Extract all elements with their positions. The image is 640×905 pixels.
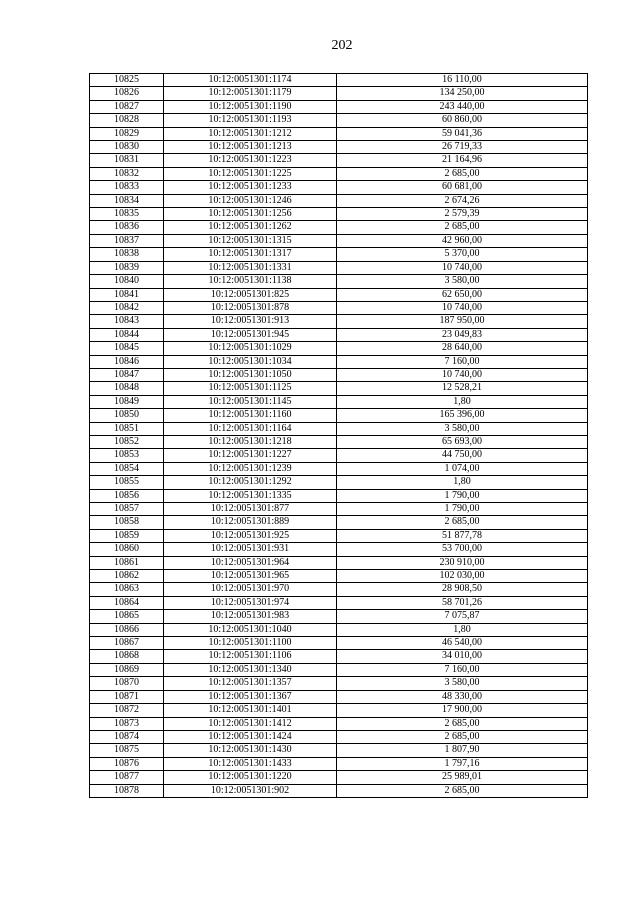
table-row bbox=[90, 368, 588, 381]
table-row bbox=[90, 382, 588, 395]
row-number-cell: 10867 bbox=[90, 637, 164, 650]
table-row bbox=[90, 248, 588, 261]
row-number-cell: 10847 bbox=[90, 368, 164, 381]
cadastral-number-cell: 10:12:0051301:1412 bbox=[164, 717, 337, 730]
cadastral-number-cell: 10:12:0051301:825 bbox=[164, 288, 337, 301]
table-row bbox=[90, 127, 588, 140]
cadastral-number-cell: 10:12:0051301:925 bbox=[164, 529, 337, 542]
value-cell: 17 900,00 bbox=[337, 704, 588, 717]
value-cell: 102 030,00 bbox=[337, 570, 588, 583]
row-number-cell: 10868 bbox=[90, 650, 164, 663]
table-row bbox=[90, 154, 588, 167]
cadastral-number-cell: 10:12:0051301:1034 bbox=[164, 355, 337, 368]
row-number-cell: 10846 bbox=[90, 355, 164, 368]
cadastral-number-cell: 10:12:0051301:1340 bbox=[164, 663, 337, 676]
row-number-cell: 10837 bbox=[90, 234, 164, 247]
table-row bbox=[90, 194, 588, 207]
table-row bbox=[90, 221, 588, 234]
table-row bbox=[90, 503, 588, 516]
table-row bbox=[90, 637, 588, 650]
value-cell: 53 700,00 bbox=[337, 543, 588, 556]
row-number-cell: 10839 bbox=[90, 261, 164, 274]
table-row bbox=[90, 74, 588, 87]
cadastral-number-cell: 10:12:0051301:1145 bbox=[164, 395, 337, 408]
cadastral-number-cell: 10:12:0051301:983 bbox=[164, 610, 337, 623]
table-row bbox=[90, 409, 588, 422]
cadastral-number-cell: 10:12:0051301:1424 bbox=[164, 730, 337, 743]
value-cell: 7 160,00 bbox=[337, 663, 588, 676]
value-cell: 2 674,26 bbox=[337, 194, 588, 207]
cadastral-number-cell: 10:12:0051301:1227 bbox=[164, 449, 337, 462]
table-row bbox=[90, 301, 588, 314]
cadastral-number-cell: 10:12:0051301:1106 bbox=[164, 650, 337, 663]
row-number-cell: 10841 bbox=[90, 288, 164, 301]
table-row bbox=[90, 141, 588, 154]
row-number-cell: 10862 bbox=[90, 570, 164, 583]
table-row bbox=[90, 690, 588, 703]
cadastral-number-cell: 10:12:0051301:1233 bbox=[164, 181, 337, 194]
cadastral-number-cell: 10:12:0051301:1029 bbox=[164, 342, 337, 355]
row-number-cell: 10863 bbox=[90, 583, 164, 596]
table-row bbox=[90, 181, 588, 194]
value-cell: 28 640,00 bbox=[337, 342, 588, 355]
cadastral-number-cell: 10:12:0051301:1331 bbox=[164, 261, 337, 274]
table-row bbox=[90, 596, 588, 609]
cadastral-number-cell: 10:12:0051301:1164 bbox=[164, 422, 337, 435]
row-number-cell: 10859 bbox=[90, 529, 164, 542]
cadastral-number-cell: 10:12:0051301:931 bbox=[164, 543, 337, 556]
row-number-cell: 10872 bbox=[90, 704, 164, 717]
value-cell: 1,80 bbox=[337, 395, 588, 408]
cadastral-number-cell: 10:12:0051301:1213 bbox=[164, 141, 337, 154]
value-cell: 1 790,00 bbox=[337, 503, 588, 516]
cadastral-number-cell: 10:12:0051301:889 bbox=[164, 516, 337, 529]
cadastral-number-cell: 10:12:0051301:1218 bbox=[164, 435, 337, 448]
cadastral-number-cell: 10:12:0051301:1193 bbox=[164, 114, 337, 127]
row-number-cell: 10875 bbox=[90, 744, 164, 757]
table-row bbox=[90, 623, 588, 636]
row-number-cell: 10871 bbox=[90, 690, 164, 703]
value-cell: 44 750,00 bbox=[337, 449, 588, 462]
row-number-cell: 10843 bbox=[90, 315, 164, 328]
table-row bbox=[90, 757, 588, 770]
row-number-cell: 10848 bbox=[90, 382, 164, 395]
value-cell: 3 580,00 bbox=[337, 275, 588, 288]
value-cell: 23 049,83 bbox=[337, 328, 588, 341]
table-row bbox=[90, 543, 588, 556]
value-cell: 26 719,33 bbox=[337, 141, 588, 154]
cadastral-number-cell: 10:12:0051301:1246 bbox=[164, 194, 337, 207]
cadastral-number-cell: 10:12:0051301:1174 bbox=[164, 74, 337, 87]
value-cell: 3 580,00 bbox=[337, 677, 588, 690]
value-cell: 60 860,00 bbox=[337, 114, 588, 127]
value-cell: 7 075,87 bbox=[337, 610, 588, 623]
row-number-cell: 10869 bbox=[90, 663, 164, 676]
table-row bbox=[90, 610, 588, 623]
row-number-cell: 10825 bbox=[90, 74, 164, 87]
value-cell: 48 330,00 bbox=[337, 690, 588, 703]
table-row bbox=[90, 422, 588, 435]
table-row bbox=[90, 677, 588, 690]
row-number-cell: 10853 bbox=[90, 449, 164, 462]
cadastral-number-cell: 10:12:0051301:974 bbox=[164, 596, 337, 609]
table-row bbox=[90, 476, 588, 489]
row-number-cell: 10827 bbox=[90, 100, 164, 113]
value-cell: 65 693,00 bbox=[337, 435, 588, 448]
row-number-cell: 10854 bbox=[90, 462, 164, 475]
cadastral-number-cell: 10:12:0051301:970 bbox=[164, 583, 337, 596]
value-cell: 34 010,00 bbox=[337, 650, 588, 663]
row-number-cell: 10830 bbox=[90, 141, 164, 154]
row-number-cell: 10876 bbox=[90, 757, 164, 770]
row-number-cell: 10870 bbox=[90, 677, 164, 690]
table-row bbox=[90, 462, 588, 475]
value-cell: 21 164,96 bbox=[337, 154, 588, 167]
value-cell: 12 528,21 bbox=[337, 382, 588, 395]
table-row bbox=[90, 208, 588, 221]
value-cell: 2 685,00 bbox=[337, 730, 588, 743]
row-number-cell: 10851 bbox=[90, 422, 164, 435]
row-number-cell: 10858 bbox=[90, 516, 164, 529]
cadastral-number-cell: 10:12:0051301:1239 bbox=[164, 462, 337, 475]
value-cell: 1,80 bbox=[337, 623, 588, 636]
table-row bbox=[90, 489, 588, 502]
value-cell: 2 685,00 bbox=[337, 717, 588, 730]
table-row bbox=[90, 704, 588, 717]
value-cell: 10 740,00 bbox=[337, 301, 588, 314]
table-row bbox=[90, 529, 588, 542]
table-row bbox=[90, 650, 588, 663]
value-cell: 62 650,00 bbox=[337, 288, 588, 301]
row-number-cell: 10835 bbox=[90, 208, 164, 221]
table-row bbox=[90, 583, 588, 596]
row-number-cell: 10855 bbox=[90, 476, 164, 489]
value-cell: 10 740,00 bbox=[337, 368, 588, 381]
value-cell: 5 370,00 bbox=[337, 248, 588, 261]
table-row bbox=[90, 100, 588, 113]
value-cell: 1 074,00 bbox=[337, 462, 588, 475]
cadastral-number-cell: 10:12:0051301:965 bbox=[164, 570, 337, 583]
cadastral-number-cell: 10:12:0051301:1160 bbox=[164, 409, 337, 422]
cadastral-number-cell: 10:12:0051301:878 bbox=[164, 301, 337, 314]
table-row bbox=[90, 355, 588, 368]
value-cell: 59 041,36 bbox=[337, 127, 588, 140]
value-cell: 46 540,00 bbox=[337, 637, 588, 650]
value-cell: 28 908,50 bbox=[337, 583, 588, 596]
value-cell: 230 910,00 bbox=[337, 556, 588, 569]
value-cell: 2 685,00 bbox=[337, 167, 588, 180]
table-row bbox=[90, 730, 588, 743]
row-number-cell: 10860 bbox=[90, 543, 164, 556]
row-number-cell: 10874 bbox=[90, 730, 164, 743]
value-cell: 51 877,78 bbox=[337, 529, 588, 542]
row-number-cell: 10828 bbox=[90, 114, 164, 127]
cadastral-number-cell: 10:12:0051301:1100 bbox=[164, 637, 337, 650]
value-cell: 16 110,00 bbox=[337, 74, 588, 87]
value-cell: 25 989,01 bbox=[337, 771, 588, 784]
table-row bbox=[90, 570, 588, 583]
value-cell: 2 685,00 bbox=[337, 221, 588, 234]
row-number-cell: 10861 bbox=[90, 556, 164, 569]
row-number-cell: 10840 bbox=[90, 275, 164, 288]
table-row bbox=[90, 395, 588, 408]
cadastral-number-cell: 10:12:0051301:1212 bbox=[164, 127, 337, 140]
value-cell: 2 579,39 bbox=[337, 208, 588, 221]
table-row bbox=[90, 275, 588, 288]
value-cell: 165 396,00 bbox=[337, 409, 588, 422]
table-row bbox=[90, 663, 588, 676]
value-cell: 134 250,00 bbox=[337, 87, 588, 100]
cadastral-number-cell: 10:12:0051301:964 bbox=[164, 556, 337, 569]
value-cell: 1 797,16 bbox=[337, 757, 588, 770]
table-row bbox=[90, 114, 588, 127]
cadastral-number-cell: 10:12:0051301:1357 bbox=[164, 677, 337, 690]
cadastral-number-cell: 10:12:0051301:1050 bbox=[164, 368, 337, 381]
value-cell: 1 790,00 bbox=[337, 489, 588, 502]
table-row bbox=[90, 771, 588, 784]
cadastral-number-cell: 10:12:0051301:1430 bbox=[164, 744, 337, 757]
table-row bbox=[90, 234, 588, 247]
value-cell: 60 681,00 bbox=[337, 181, 588, 194]
row-number-cell: 10844 bbox=[90, 328, 164, 341]
row-number-cell: 10832 bbox=[90, 167, 164, 180]
row-number-cell: 10878 bbox=[90, 784, 164, 797]
cadastral-number-cell: 10:12:0051301:1138 bbox=[164, 275, 337, 288]
value-cell: 243 440,00 bbox=[337, 100, 588, 113]
table-row bbox=[90, 342, 588, 355]
value-cell: 2 685,00 bbox=[337, 784, 588, 797]
table-row bbox=[90, 717, 588, 730]
cadastral-number-cell: 10:12:0051301:913 bbox=[164, 315, 337, 328]
row-number-cell: 10865 bbox=[90, 610, 164, 623]
page-number: 202 bbox=[331, 38, 353, 53]
cadastral-number-cell: 10:12:0051301:1223 bbox=[164, 154, 337, 167]
row-number-cell: 10849 bbox=[90, 395, 164, 408]
cadastral-number-cell: 10:12:0051301:877 bbox=[164, 503, 337, 516]
table-row bbox=[90, 435, 588, 448]
row-number-cell: 10845 bbox=[90, 342, 164, 355]
table-row bbox=[90, 87, 588, 100]
cadastral-number-cell: 10:12:0051301:1317 bbox=[164, 248, 337, 261]
row-number-cell: 10850 bbox=[90, 409, 164, 422]
row-number-cell: 10852 bbox=[90, 435, 164, 448]
table-row bbox=[90, 744, 588, 757]
cadastral-number-cell: 10:12:0051301:1179 bbox=[164, 87, 337, 100]
table-row bbox=[90, 315, 588, 328]
row-number-cell: 10829 bbox=[90, 127, 164, 140]
cadastral-number-cell: 10:12:0051301:1292 bbox=[164, 476, 337, 489]
table-row bbox=[90, 516, 588, 529]
cadastral-number-cell: 10:12:0051301:1433 bbox=[164, 757, 337, 770]
cadastral-number-cell: 10:12:0051301:1256 bbox=[164, 208, 337, 221]
row-number-cell: 10857 bbox=[90, 503, 164, 516]
table-row bbox=[90, 261, 588, 274]
table-body bbox=[90, 74, 588, 798]
row-number-cell: 10866 bbox=[90, 623, 164, 636]
cadastral-number-cell: 10:12:0051301:1335 bbox=[164, 489, 337, 502]
row-number-cell: 10873 bbox=[90, 717, 164, 730]
cadastral-number-cell: 10:12:0051301:945 bbox=[164, 328, 337, 341]
row-number-cell: 10838 bbox=[90, 248, 164, 261]
row-number-cell: 10826 bbox=[90, 87, 164, 100]
cadastral-number-cell: 10:12:0051301:1220 bbox=[164, 771, 337, 784]
data-table bbox=[89, 73, 588, 798]
row-number-cell: 10864 bbox=[90, 596, 164, 609]
value-cell: 1,80 bbox=[337, 476, 588, 489]
value-cell: 187 950,00 bbox=[337, 315, 588, 328]
table-row bbox=[90, 288, 588, 301]
row-number-cell: 10831 bbox=[90, 154, 164, 167]
table-row bbox=[90, 328, 588, 341]
value-cell: 7 160,00 bbox=[337, 355, 588, 368]
table-row bbox=[90, 784, 588, 797]
row-number-cell: 10834 bbox=[90, 194, 164, 207]
cadastral-number-cell: 10:12:0051301:1401 bbox=[164, 704, 337, 717]
row-number-cell: 10833 bbox=[90, 181, 164, 194]
table-row bbox=[90, 556, 588, 569]
cadastral-number-cell: 10:12:0051301:1190 bbox=[164, 100, 337, 113]
value-cell: 3 580,00 bbox=[337, 422, 588, 435]
value-cell: 2 685,00 bbox=[337, 516, 588, 529]
cadastral-number-cell: 10:12:0051301:1225 bbox=[164, 167, 337, 180]
value-cell: 42 960,00 bbox=[337, 234, 588, 247]
cadastral-number-cell: 10:12:0051301:1125 bbox=[164, 382, 337, 395]
cadastral-number-cell: 10:12:0051301:1315 bbox=[164, 234, 337, 247]
row-number-cell: 10842 bbox=[90, 301, 164, 314]
row-number-cell: 10856 bbox=[90, 489, 164, 502]
value-cell: 58 701,26 bbox=[337, 596, 588, 609]
table-row bbox=[90, 167, 588, 180]
value-cell: 1 807,90 bbox=[337, 744, 588, 757]
value-cell: 10 740,00 bbox=[337, 261, 588, 274]
row-number-cell: 10877 bbox=[90, 771, 164, 784]
cadastral-number-cell: 10:12:0051301:1367 bbox=[164, 690, 337, 703]
cadastral-number-cell: 10:12:0051301:1262 bbox=[164, 221, 337, 234]
table-row bbox=[90, 449, 588, 462]
row-number-cell: 10836 bbox=[90, 221, 164, 234]
cadastral-number-cell: 10:12:0051301:902 bbox=[164, 784, 337, 797]
cadastral-number-cell: 10:12:0051301:1040 bbox=[164, 623, 337, 636]
